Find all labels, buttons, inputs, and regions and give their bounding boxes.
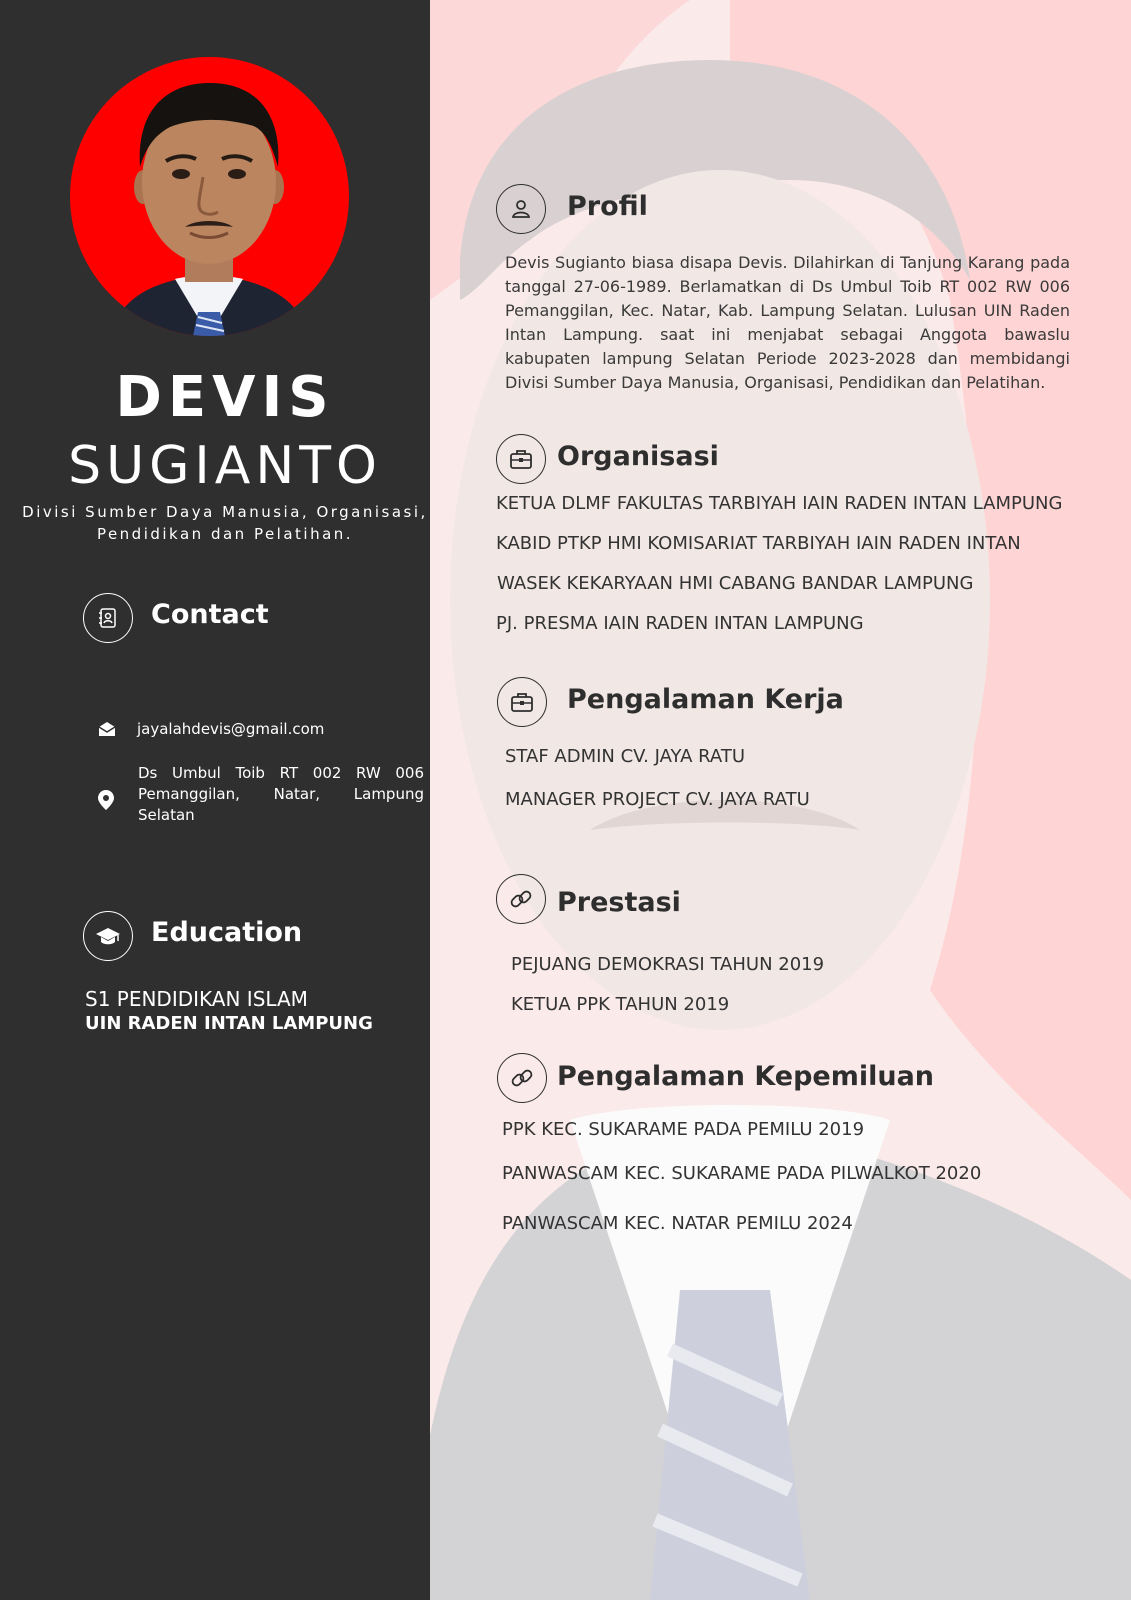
organisasi-item: KETUA DLMF FAKULTAS TARBIYAH IAIN RADEN INTAN LAMPUNG bbox=[496, 493, 1063, 514]
user-icon bbox=[496, 184, 546, 234]
email-link[interactable]: jayalahdevis@gmail.com bbox=[137, 720, 325, 738]
pengalaman-kerja-title: Pengalaman Kerja bbox=[567, 684, 844, 715]
kepemiluan-item: PANWASCAM KEC. NATAR PEMILU 2024 bbox=[502, 1213, 853, 1234]
link-icon bbox=[497, 1053, 547, 1103]
profil-text: Devis Sugianto biasa disapa Devis. Dilahirkan di Tanjung Karang pada tanggal 27-06-1989. Berlamatkan di Ds Umbul Toib RT 002 RW 006 Pemanggilan, Kec. Natar, Kab. Lampung Selatan. Lulusan UIN Raden Intan Lampung. saat ini menjabat sebagai Anggota bawaslu kabupaten lampung Selatan Periode 2023-2028 dan membidangi Divisi Sumber Daya Manusia, Organisasi, Pendidikan dan Pelatihan. bbox=[505, 253, 1070, 392]
briefcase-icon bbox=[497, 677, 547, 727]
kerja-item: MANAGER PROJECT CV. JAYA RATU bbox=[505, 789, 810, 810]
contact-book-icon bbox=[83, 593, 133, 643]
link-icon bbox=[496, 874, 546, 924]
kerja-item: STAF ADMIN CV. JAYA RATU bbox=[505, 746, 746, 767]
briefcase-icon bbox=[496, 434, 546, 484]
kepemiluan-item: PANWASCAM KEC. SUKARAME PADA PILWALKOT 2020 bbox=[502, 1163, 982, 1184]
prestasi-item: KETUA PPK TAHUN 2019 bbox=[511, 994, 730, 1015]
envelope-icon bbox=[97, 719, 117, 739]
organisasi-item: WASEK KEKARYAAN HMI CABANG BANDAR LAMPUNG bbox=[497, 573, 974, 594]
organisasi-title: Organisasi bbox=[557, 441, 719, 472]
first-name: DEVIS bbox=[115, 365, 335, 430]
email-row bbox=[97, 719, 324, 739]
education-degree: S1 PENDIDIKAN ISLAM bbox=[85, 987, 308, 1011]
portrait-illustration bbox=[70, 57, 349, 336]
contact-title: Contact bbox=[151, 599, 269, 630]
kepemiluan-title: Pengalaman Kepemiluan bbox=[557, 1061, 935, 1092]
role-subtitle: Divisi Sumber Daya Manusia, Organisasi, Pendidikan dan Pelatihan. bbox=[22, 503, 428, 543]
kepemiluan-item: PPK KEC. SUKARAME PADA PEMILU 2019 bbox=[502, 1119, 865, 1140]
prestasi-item: PEJUANG DEMOKRASI TAHUN 2019 bbox=[511, 954, 825, 975]
education-school: UIN RADEN INTAN LAMPUNG bbox=[85, 1013, 373, 1034]
location-pin-icon bbox=[97, 789, 115, 811]
profile-photo bbox=[70, 57, 349, 336]
organisasi-item: PJ. PRESMA IAIN RADEN INTAN LAMPUNG bbox=[496, 613, 864, 634]
profil-title: Profil bbox=[567, 191, 648, 222]
organisasi-item: KABID PTKP HMI KOMISARIAT TARBIYAH IAIN RADEN INTAN bbox=[496, 533, 1021, 554]
education-title: Education bbox=[151, 917, 303, 948]
graduation-cap-icon bbox=[83, 911, 133, 961]
last-name: SUGIANTO bbox=[68, 436, 382, 496]
sidebar bbox=[0, 0, 430, 1600]
prestasi-title: Prestasi bbox=[557, 887, 681, 918]
address-text: Ds Umbul Toib RT 002 RW 006 Pemanggilan, Natar, Lampung Selatan bbox=[138, 764, 424, 824]
